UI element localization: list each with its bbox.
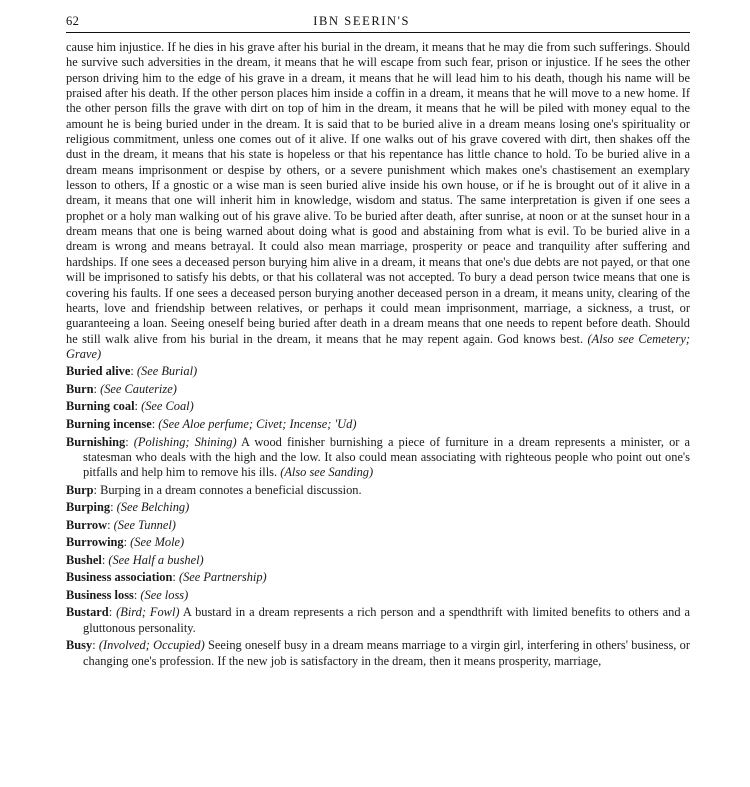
entry-punct: : — [151, 417, 159, 431]
continued-paragraph — [66, 40, 690, 362]
entry-punct: : — [133, 587, 141, 602]
entry-term: Burnishing — [66, 434, 126, 449]
entry-term: Bushel — [66, 552, 102, 567]
entry-body: Seeing oneself busy in a dream means marriage to a virgin girl, interfering in others' business, or changing one's profession. If the new job is satisfactory in the dream, then it means prosperity, marriage, — [83, 638, 690, 668]
entry-buried-alive — [66, 364, 690, 379]
entry-punct: : — [172, 570, 179, 585]
entry-body: Burping in a dream connotes a beneficial discussion. — [100, 482, 362, 497]
entry-cross-reference: (See Mole) — [130, 535, 185, 550]
entry-term: Burn — [66, 381, 94, 396]
entry-cross-reference: (See Belching) — [116, 500, 190, 515]
entry-punct: : — [93, 482, 101, 497]
entry-term: Busy — [66, 638, 93, 653]
entry-cross-reference: (See Tunnel) — [113, 517, 176, 532]
entry-punct: : — [134, 399, 142, 414]
entry-cross-reference: (See Burial) — [136, 364, 198, 379]
entry-bustard — [66, 605, 690, 636]
entry-cross-reference: (See Coal) — [141, 399, 194, 414]
entry-burrowing — [66, 535, 690, 550]
paragraph-text: cause him injustice. If he dies in his grave after his burial in the dream, it means that he may die from such sufferings. Should he survive such adversities in the dream, it means that he will escape from such fear, prison or injustice. If he sees the other person driving him to the edge of his grave in a dream, it means that he will lead him to his death, though his name will be praised after his death. If the other person places him inside a coffin in a dream, it means that he will move to a new home. If the other person fills the grave with dirt on top of him in the dream, it means that he will be piled with money equal to the amount he is being buried under in the dream. It is said that to be buried alive in a dream means losing one's spirituality or religious commitment, unless one comes out of it alive. If one walks out of his grave covered with dirt, then shakes off the dust in the dream, it means that his state is hopeless or that his repentance has little chance to hold. To be buried alive in a dream means imprisonment or despise by others, or a severe punishment which makes one's chastisement an exemplary lesson to others, If a gnostic or a wise man is seen buried alive inside his own house, or if he is brought out of it alive in a dream, it means that one will inherit him in knowledge, wisdom and status. The same interpretation is given if one sees a prophet or a holy man walking out of his grave alive. To be buried after death, after sunrise, at noon or at the sunset hour in a dream means that one is being warned about doing what is good and abstaining from what is evil. To be buried alive in a dream is wrong and means betrayal. It could also mean marriage, prosperity or peace and tranquility after suffering and hardships. If one sees a deceased person burying him alive in a dream, it means that one's due debts are not payed, or that one will be imprisoned to satisfy his debts, or that his collateral was not accepted. To bury a dead person twice means that one is covering his faults. If one sees a deceased person burying another deceased person in a dream, it means unity, clearing of the hearts, love and friendship between relatives, or perhaps it could mean imprisonment, marriage, a sickness, a trust, or guaranteeing a loan. Seeing oneself being buried after death in a dream means that one needs to repent before death. Should he still walk alive from his burial in the dream, it means that he may repent again. God knows best. — [66, 40, 690, 346]
entry-punct: : — [101, 552, 109, 567]
entry-term: Burp — [66, 482, 94, 497]
entry-term: Buried alive — [66, 364, 131, 379]
entry-trailing-cross-reference: (Also see Sanding) — [280, 465, 374, 480]
entry-cross-reference: (See Half a bushel) — [108, 552, 204, 567]
entry-term: Burning coal — [66, 399, 135, 414]
entry-burping — [66, 500, 690, 515]
entry-punct: : — [92, 638, 99, 653]
entry-term: Business loss — [66, 587, 134, 602]
entry-cross-reference: (See Cauterize) — [100, 381, 177, 396]
entry-burp — [66, 483, 690, 498]
entry-burrow — [66, 518, 690, 533]
entry-burning-coal — [66, 399, 690, 414]
dictionary-entries — [66, 364, 690, 669]
entry-punct: : — [125, 434, 134, 449]
entry-term: Burrow — [66, 517, 108, 532]
text-column — [66, 40, 690, 669]
entry-punct: : — [110, 500, 117, 515]
entry-body: A bustard in a dream represents a rich person and a spendthrift with limited benefits to others and a gluttonous personality. — [83, 605, 690, 635]
entry-burn — [66, 382, 690, 397]
running-head — [66, 14, 690, 30]
entry-punct: : — [108, 605, 117, 620]
entry-term: Burrowing — [66, 535, 124, 550]
book-title-header: IBN SEERIN'S — [313, 14, 411, 28]
entry-cross-reference: (See loss) — [140, 587, 189, 602]
entry-burnishing — [66, 435, 690, 481]
entry-punct: : — [93, 381, 101, 396]
entry-busy — [66, 638, 690, 669]
header-rule — [66, 32, 690, 33]
entry-cross-reference: (See Aloe perfume; Civet; Incense; 'Ud) — [158, 417, 357, 431]
entry-term: Bustard — [66, 605, 109, 620]
entry-cross-reference: (Involved; Occupied) — [98, 638, 205, 653]
entry-term: Burping — [66, 500, 111, 515]
entry-term: Business association — [66, 570, 173, 585]
entry-cross-reference: (See Partnership) — [178, 570, 267, 585]
entry-term: Burning incense — [66, 417, 152, 431]
entry-cross-reference: (Polishing; Shining) — [133, 434, 237, 449]
entry-punct: : — [123, 535, 131, 550]
entry-punct: : — [107, 517, 114, 532]
paragraph-cross-reference: (Also see Cemetery; Grave) — [66, 331, 690, 361]
entry-business-loss — [66, 588, 690, 603]
entry-punct: : — [130, 364, 137, 379]
entry-business-association — [66, 570, 690, 585]
page-number: 62 — [66, 14, 80, 28]
entry-cross-reference: (Bird; Fowl) — [116, 605, 180, 620]
entry-body: A wood finisher burnishing a piece of furniture in a dream represents a minister, or a statesman who deals with the high and the low. It also could mean associating with righteous people who point out one's pitfalls and help him to remove his ills. — [83, 434, 690, 480]
entry-bushel — [66, 553, 690, 568]
entry-burning-incense — [66, 417, 690, 432]
